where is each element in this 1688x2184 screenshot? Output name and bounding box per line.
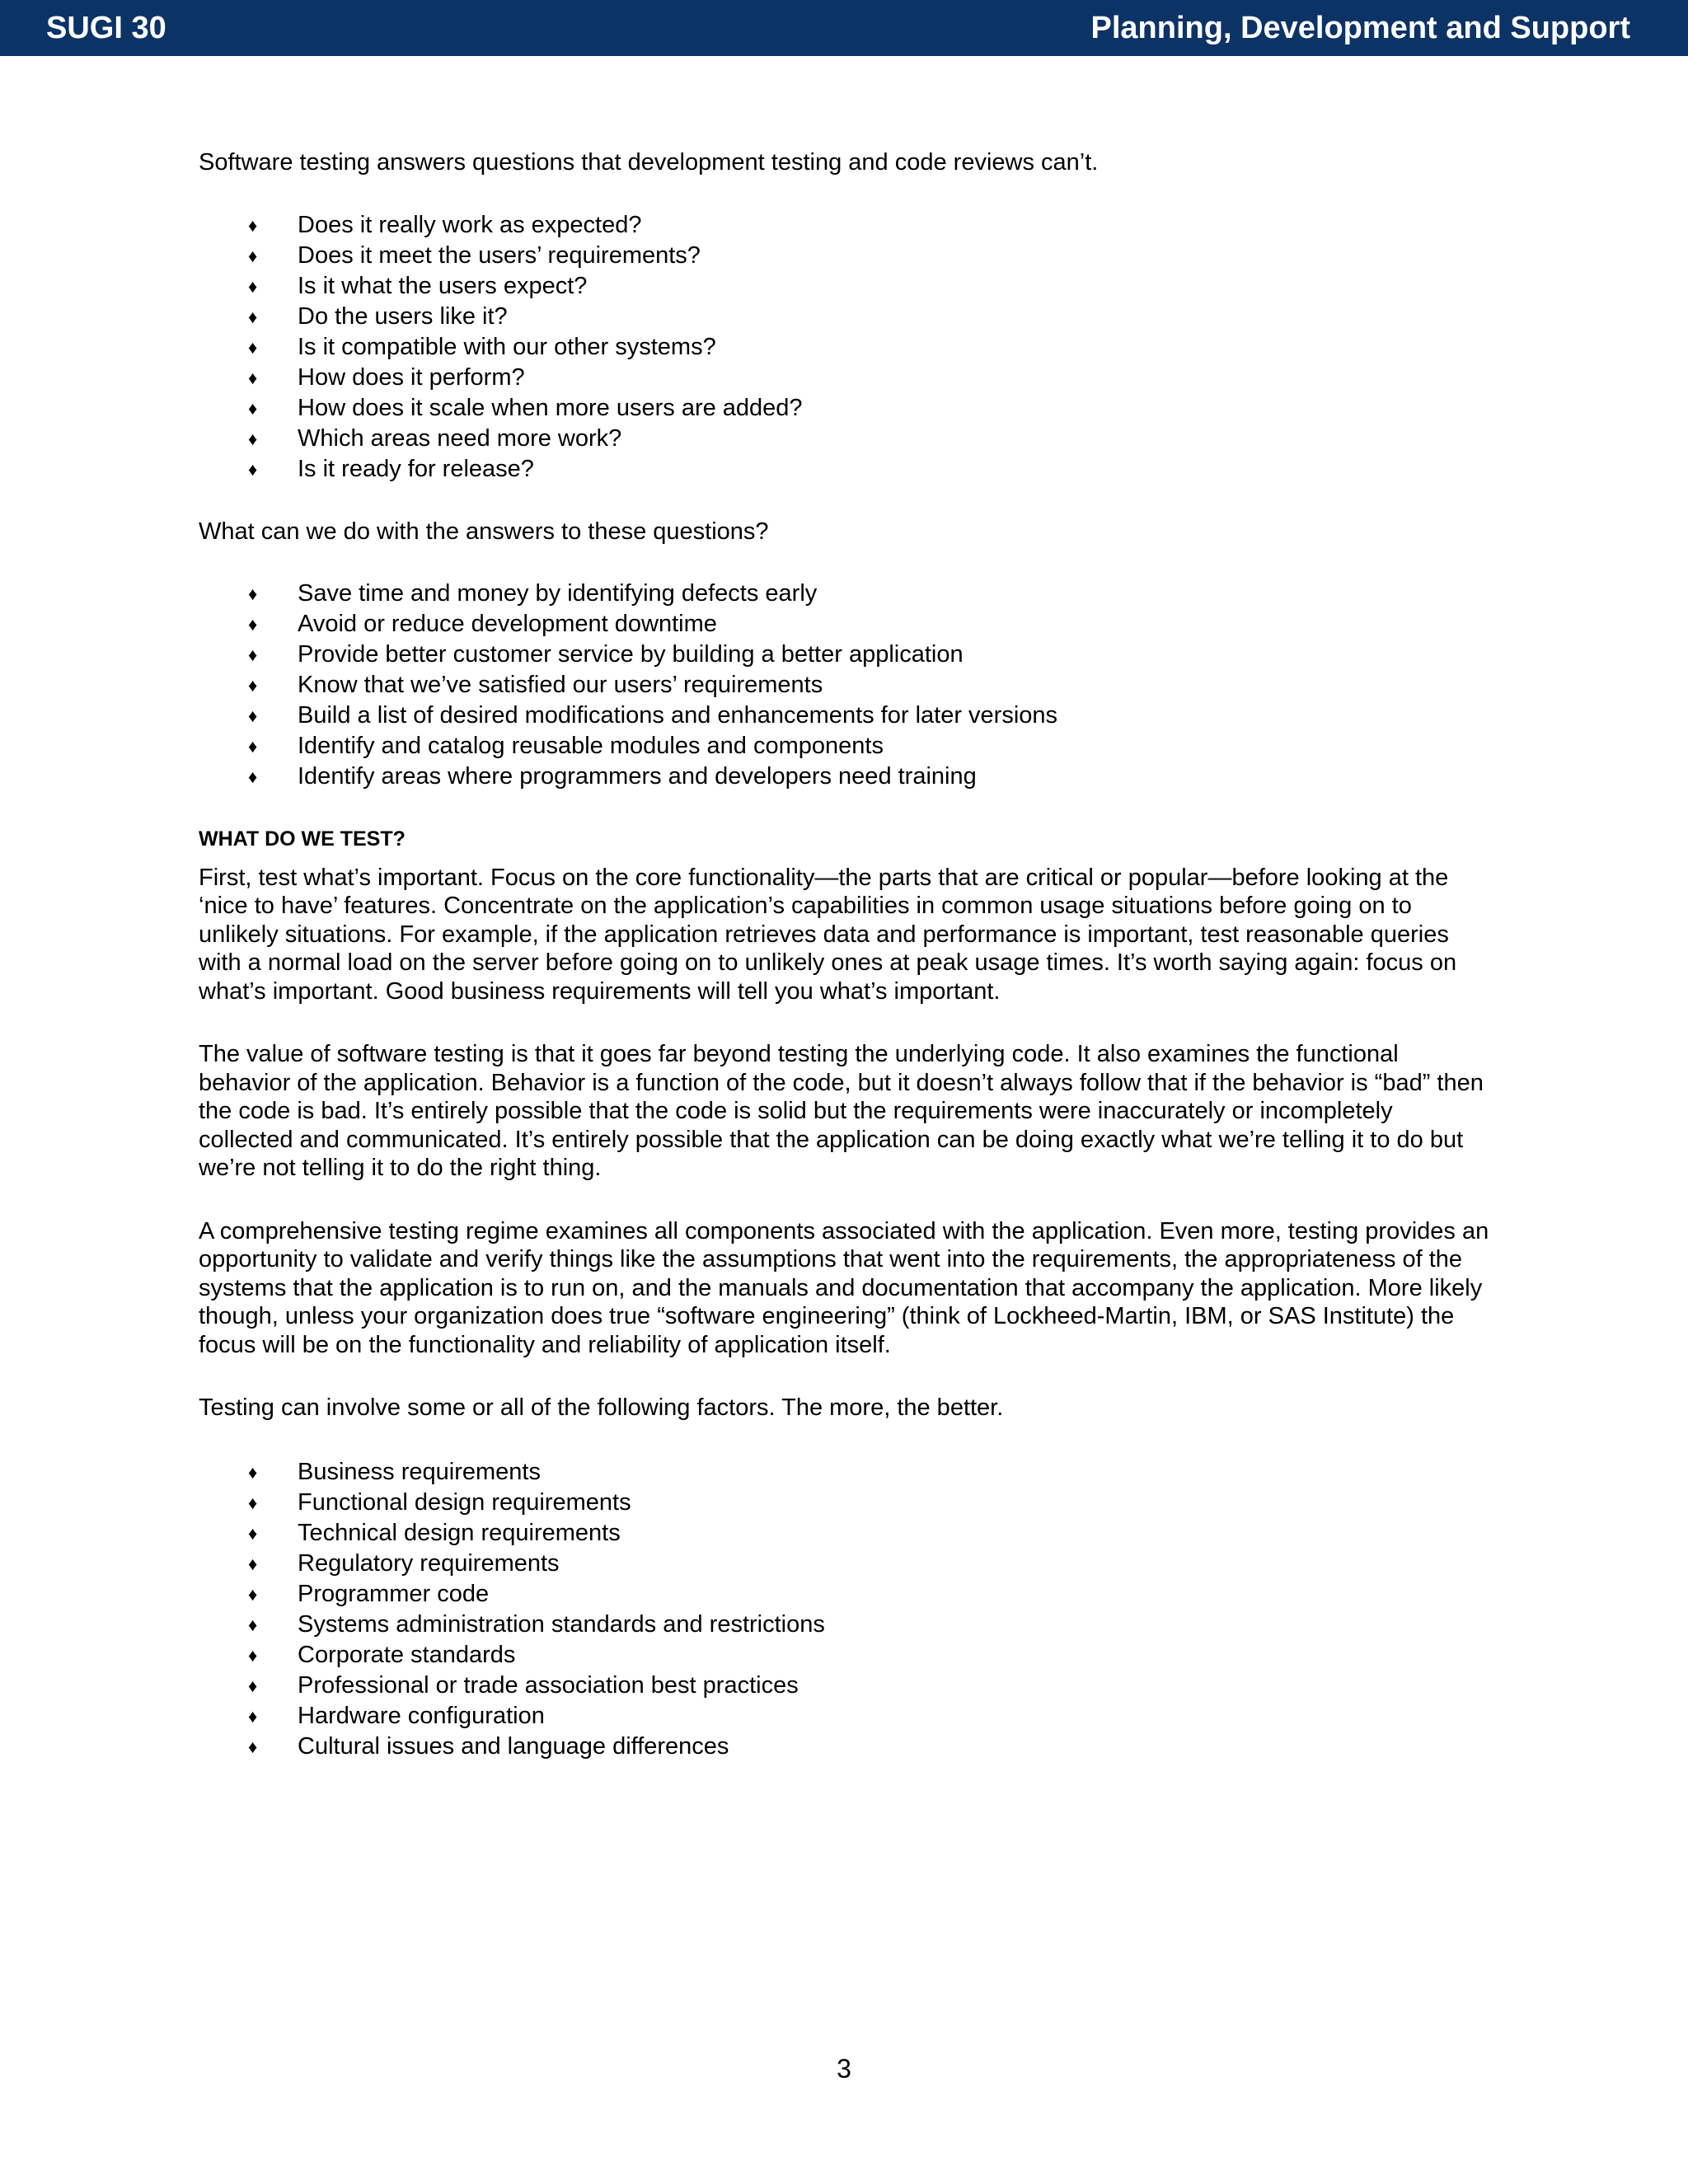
diamond-bullet-icon: ♦ bbox=[248, 1675, 258, 1696]
list-item: ♦ Does it meet the users’ requirements? bbox=[199, 241, 1493, 271]
body-paragraph: A comprehensive testing regime examines all components associated with the application. Even more, testing provides an opportunity to validate and verify things like the assumptions that went into the requirements, the appropriateness of the systems that the application is to run on, and the manuals and documentation that accompany the application. More likely though, unless your organization does true “software engineering” (think of Lockheed-Martin, IBM, or SAS Institute) the focus will be on the functionality and reliability of application itself. bbox=[199, 1217, 1489, 1358]
body-paragraph: The value of software testing is that it goes far beyond testing the underlying code. It also examines the functional behavior of the application. Behavior is a function of the code, but it doesn’t always follow that if the behavior is “bad” then the code is bad. It’s entirely possible that the code is solid but the requirements were inaccurately or incompletely collected and communicated. It’s entirely possible that the application can be doing exactly what we’re telling it to do but we’re not telling it to do the right thing. bbox=[199, 1041, 1484, 1181]
diamond-bullet-icon: ♦ bbox=[248, 1644, 258, 1666]
factors-list bbox=[199, 1457, 1493, 1762]
section-heading: WHAT DO WE TEST? bbox=[199, 827, 406, 851]
diamond-bullet-icon: ♦ bbox=[248, 367, 258, 388]
list-item: ♦ Which areas need more work? bbox=[199, 424, 1493, 454]
list-item: ♦ Regulatory requirements bbox=[199, 1549, 1493, 1579]
body-paragraph: Testing can involve some or all of the following factors. The more, the better. bbox=[199, 1394, 1004, 1421]
list-item: ♦ Identify and catalog reusable modules and components bbox=[199, 731, 1493, 762]
page-header bbox=[0, 0, 1688, 56]
diamond-bullet-icon: ♦ bbox=[248, 736, 258, 757]
diamond-bullet-icon: ♦ bbox=[248, 428, 258, 449]
section-title: Planning, Development and Support bbox=[1090, 11, 1630, 45]
diamond-bullet-icon: ♦ bbox=[248, 397, 258, 419]
diamond-bullet-icon: ♦ bbox=[248, 1522, 258, 1544]
list-item: ♦ Do the users like it? bbox=[199, 302, 1493, 332]
diamond-bullet-icon: ♦ bbox=[248, 1492, 258, 1513]
diamond-bullet-icon: ♦ bbox=[248, 306, 258, 327]
list-item: ♦ Provide better customer service by building a better application bbox=[199, 640, 1493, 670]
diamond-bullet-icon: ♦ bbox=[248, 336, 258, 358]
list-item: ♦ Save time and money by identifying defects early bbox=[199, 579, 1493, 609]
list-item: ♦ Is it what the users expect? bbox=[199, 271, 1493, 302]
list-item: ♦ Professional or trade association best practices bbox=[199, 1671, 1493, 1701]
diamond-bullet-icon: ♦ bbox=[248, 275, 258, 297]
list-item: ♦ How does it scale when more users are added? bbox=[199, 393, 1493, 424]
list-item: ♦ Does it really work as expected? bbox=[199, 210, 1493, 241]
list-item: ♦ Is it compatible with our other systems? bbox=[199, 332, 1493, 363]
body-paragraph: First, test what’s important. Focus on the core functionality—the parts that are critical or popular—before looking at the ‘nice to have’ features. Concentrate on the application’s capabilities in common usage situations before going on to unlikely situations. For example, if the application retrieves data and performance is important, test reasonable queries with a normal load on the server before going on to unlikely ones at peak usage times. It’s worth saying again: focus on what’s important. Good business requirements will tell you what’s important. bbox=[199, 864, 1457, 1005]
list-item: ♦ Identify areas where programmers and developers need training bbox=[199, 762, 1493, 792]
list-item: ♦ Know that we’ve satisfied our users’ requirements bbox=[199, 670, 1493, 701]
diamond-bullet-icon: ♦ bbox=[248, 583, 258, 604]
answers-intro: What can we do with the answers to these questions? bbox=[199, 518, 769, 545]
list-item: ♦ Functional design requirements bbox=[199, 1488, 1493, 1518]
diamond-bullet-icon: ♦ bbox=[248, 644, 258, 665]
conference-title: SUGI 30 bbox=[46, 11, 166, 45]
diamond-bullet-icon: ♦ bbox=[248, 705, 258, 726]
page-number: 3 bbox=[837, 2054, 851, 2083]
diamond-bullet-icon: ♦ bbox=[248, 1614, 258, 1635]
diamond-bullet-icon: ♦ bbox=[248, 1705, 258, 1727]
list-item: ♦ Corporate standards bbox=[199, 1640, 1493, 1671]
diamond-bullet-icon: ♦ bbox=[248, 675, 258, 696]
list-item: ♦ Programmer code bbox=[199, 1579, 1493, 1610]
list-item: ♦ Technical design requirements bbox=[199, 1518, 1493, 1549]
answers-list bbox=[199, 579, 1493, 792]
list-item: ♦ Cultural issues and language differences bbox=[199, 1732, 1493, 1762]
diamond-bullet-icon: ♦ bbox=[248, 766, 258, 787]
list-item: ♦ Hardware configuration bbox=[199, 1701, 1493, 1732]
list-item: ♦ Is it ready for release? bbox=[199, 454, 1493, 485]
diamond-bullet-icon: ♦ bbox=[248, 1553, 258, 1574]
diamond-bullet-icon: ♦ bbox=[248, 245, 258, 266]
diamond-bullet-icon: ♦ bbox=[248, 458, 258, 480]
intro-paragraph: Software testing answers questions that development testing and code reviews can’t. bbox=[199, 149, 1099, 176]
page-content bbox=[199, 148, 1493, 1795]
diamond-bullet-icon: ♦ bbox=[248, 1583, 258, 1605]
list-item: ♦ Business requirements bbox=[199, 1457, 1493, 1488]
questions-list bbox=[199, 210, 1493, 485]
diamond-bullet-icon: ♦ bbox=[248, 214, 258, 236]
list-item: ♦ How does it perform? bbox=[199, 363, 1493, 393]
diamond-bullet-icon: ♦ bbox=[248, 1461, 258, 1483]
diamond-bullet-icon: ♦ bbox=[248, 1736, 258, 1757]
list-item: ♦ Systems administration standards and restrictions bbox=[199, 1610, 1493, 1640]
list-item: ♦ Avoid or reduce development downtime bbox=[199, 609, 1493, 640]
diamond-bullet-icon: ♦ bbox=[248, 614, 258, 635]
list-item: ♦ Build a list of desired modifications and enhancements for later versions bbox=[199, 701, 1493, 731]
